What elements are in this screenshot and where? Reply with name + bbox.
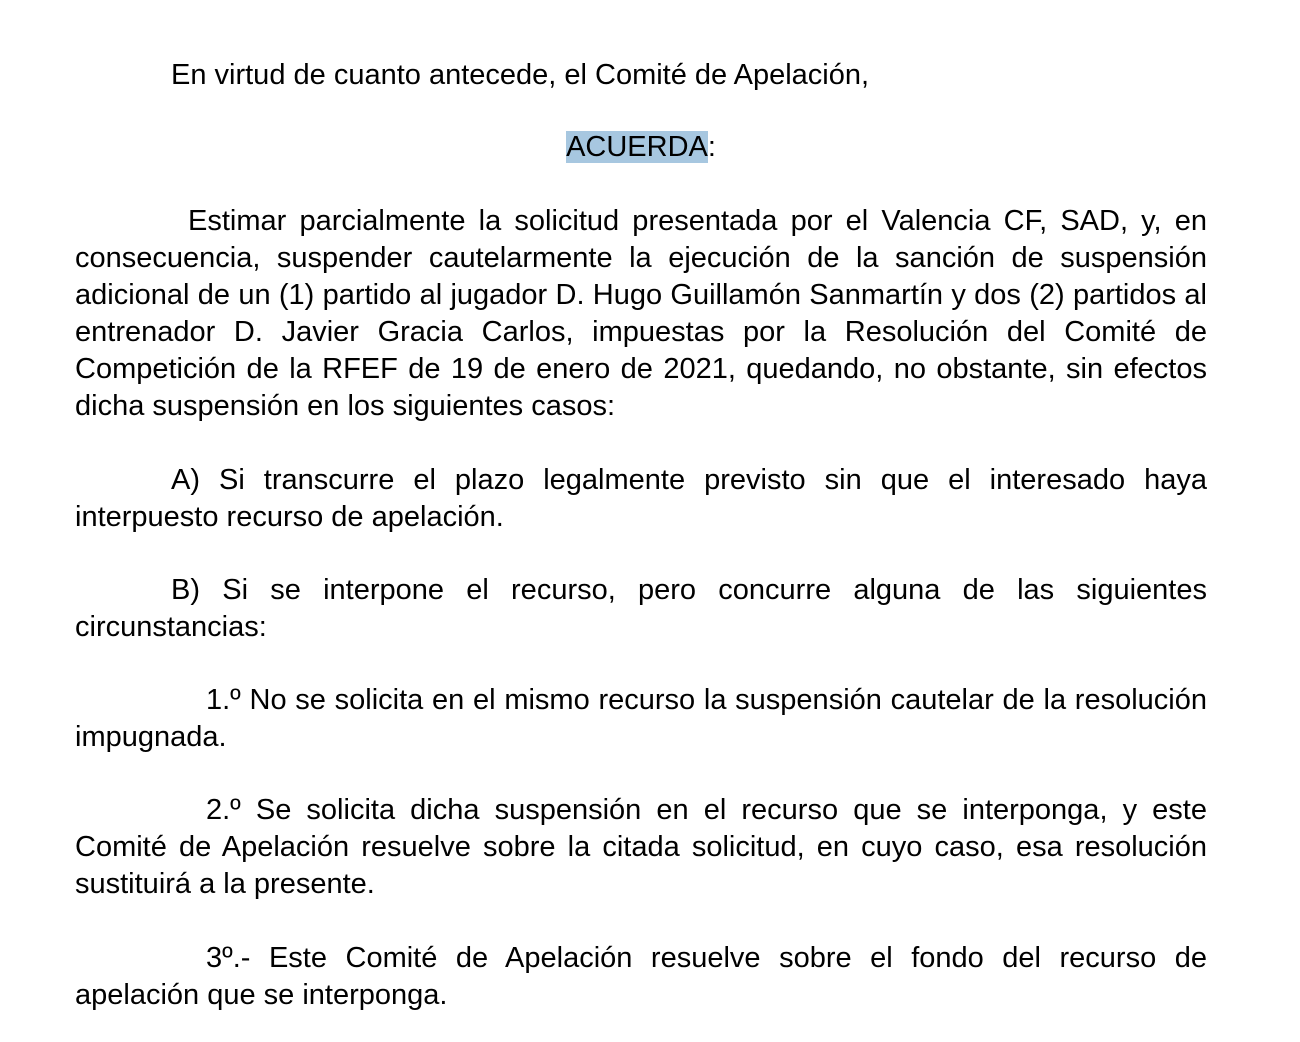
circumstance-1-paragraph: 1.º No se solicita en el mismo recurso la suspensión cautelar de la resolución impugnada. xyxy=(75,684,1207,753)
case-b-paragraph: B) Si se interpone el recurso, pero concurre alguna de las siguientes circunstancias: xyxy=(75,574,1207,643)
selected-text-highlight[interactable]: ACUERDA xyxy=(566,131,708,163)
intro-text: En virtud de cuanto antecede, el Comité de Apelación, xyxy=(171,59,870,91)
heading-colon: : xyxy=(707,131,716,163)
resolution-heading xyxy=(75,129,1207,166)
circumstance-3-paragraph: 3º.- Este Comité de Apelación resuelve sobre el fondo del recurso de apelación que se interponga. xyxy=(75,942,1207,1011)
case-a-paragraph: A) Si transcurre el plazo legalmente previsto sin que el interesado haya interpuesto recurso de apelación. xyxy=(75,464,1207,533)
main-resolution-paragraph: Estimar parcialmente la solicitud presentada por el Valencia CF, SAD, y, en consecuencia, suspender cautelarmente la ejecución de la sanción de suspensión adicional de un (1) partido al jugador D. Hugo Guillamón Sanmartín y dos (2) partidos al entrenador D. Javier Gracia Carlos, impuestas por la Resolución del Comité de Competición de la RFEF de 19 de enero de 2021, quedando, no obstante, sin efectos dicha suspensión en los siguientes casos: xyxy=(75,205,1207,422)
circumstance-2-paragraph: 2.º Se solicita dicha suspensión en el recurso que se interponga, y este Comité de Apelación resuelve sobre la citada solicitud, en cuyo caso, esa resolución sustituirá a la presente. xyxy=(75,794,1207,900)
